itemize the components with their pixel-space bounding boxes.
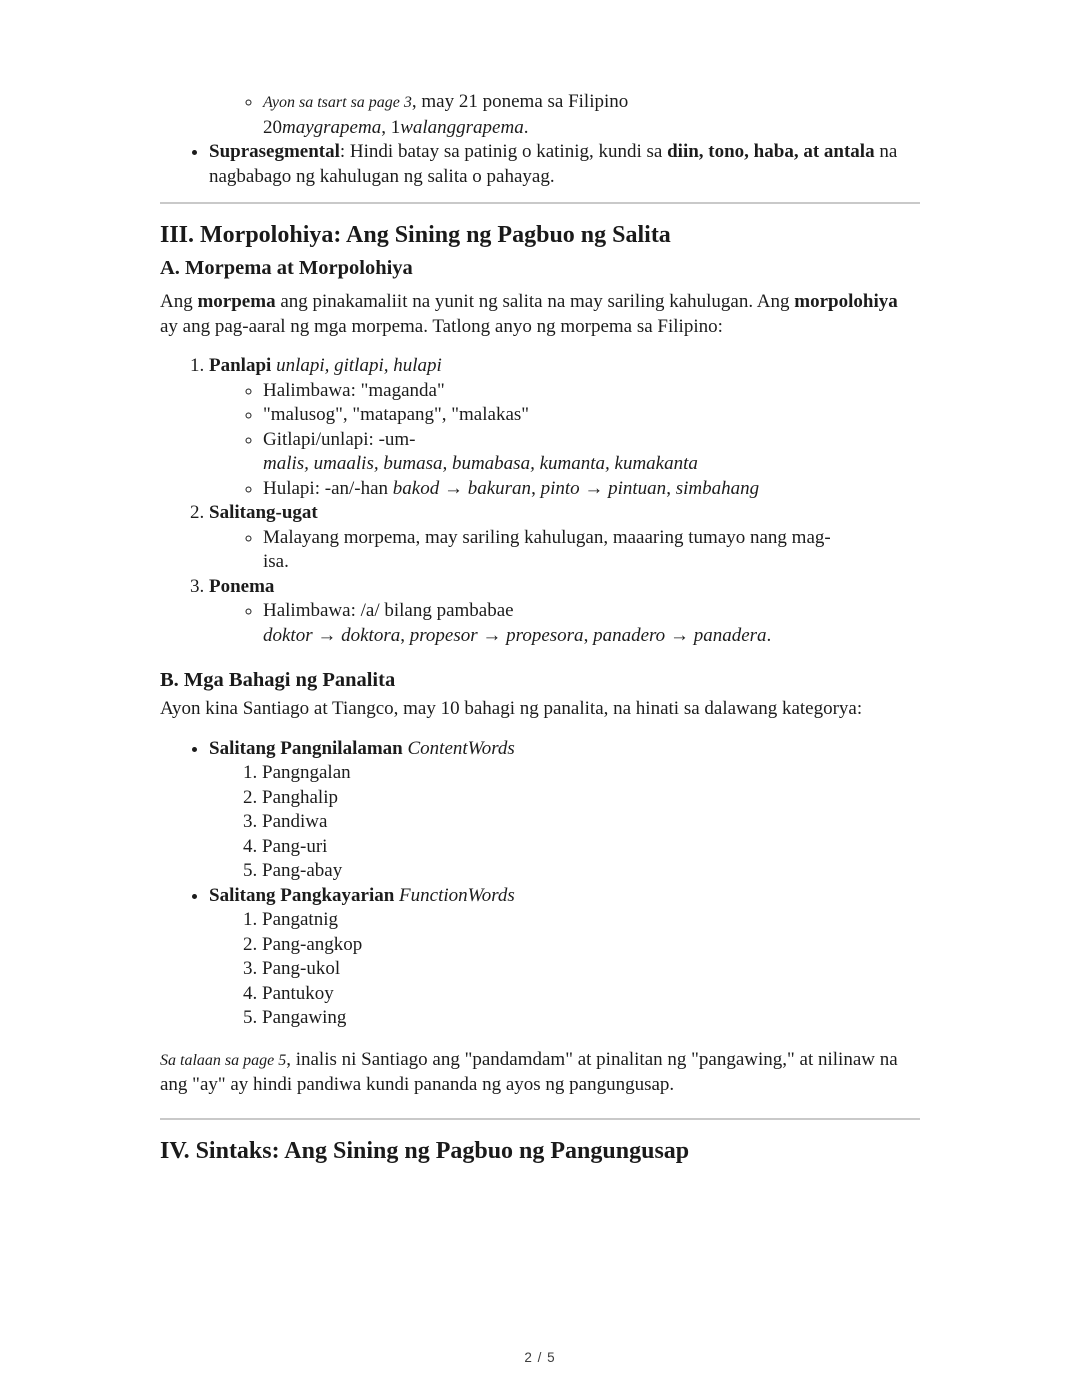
page-number-indicator: 2 / 5 [524,1350,556,1365]
ponema-example-line1: ◦ Halimbawa: /a/ bilang pambabae [263,600,514,621]
list-item-pang-abay: 5. Pang-abay [262,859,920,884]
list-item-unlapi-examples [263,403,920,428]
ponema-example-line2: doktor → doktora, propesor → propesora, panadero → panadera. [263,624,772,646]
heading-section-iv: IV. Sintaks: Ang Sining ng Pagbuo ng Pangungusap [160,1137,690,1164]
ponema-type-sublist [209,599,920,648]
list-item-pangatnig: 1. Pangatnig [262,908,920,933]
list-item-pandiwa: 3. Pandiwa [262,810,920,835]
suprasegmental-text: • Suprasegmental: Hindi batay sa patinig o katinig, kundi sa diin, tono, haba, at antala na nagbabago ng kahulugan ng salita o pahayag. [209,141,898,187]
gitlapi-line1: ◦ Gitlapi/unlapi: -um- [263,428,416,450]
panlapi-sublist [209,379,920,502]
ponema-type-label: 3. Ponema [209,575,275,597]
paragraph-panalita-intro: Ayon kina Santiago at Tiangco, may 10 bahagi ng panalita, na hinati sa dalawang kategorya: [160,698,863,719]
hulapi-text: ◦ Hulapi: -an/-han bakod → bakuran, pinto → pintuan, simbahang [263,477,760,499]
paragraph-morpema-intro: Ang morpema ang pinakamaliit na yunit ng salita na may sariling kahulugan. Ang morpolohiya ay ang pag-aaral ng mga morpema. Tatlong anyo ng morpema sa Filipino: [160,291,898,337]
gitlapi-line2: malis, umaalis, bumasa, bumabasa, kumanta, kumakanta [263,453,698,474]
section-divider [160,202,920,204]
list-item-pang-uri: 4. Pang-uri [262,835,920,860]
parts-of-speech-list [160,737,920,1031]
list-item-function-words [209,884,920,1031]
content-words-sublist [209,761,920,884]
salitang-ugat-desc-line1: ◦ Malayang morpema, may sariling kahulugan, maaaring tumayo nang mag- [263,526,831,548]
ponema-chart-line2: 20maygrapema, 1walanggrapema. [263,116,529,138]
suprasegmental-list [160,140,920,189]
list-item-ponema-type [209,575,920,649]
list-item-panlapi [209,354,920,501]
list-item-hulapi [263,477,920,502]
ponema-chart-line1: ◦ Ayon sa tsart sa page 3, may 21 ponema sa Filipino [263,91,629,112]
list-item-pangawing: 5. Pangawing [262,1006,920,1031]
list-item-halimbawa-maganda [263,379,920,404]
list-item-ponema-example [263,599,920,648]
salitang-ugat-sublist [209,526,920,575]
function-words-label: • Salitang Pangkayarian FunctionWords [209,884,515,906]
heading-sub-a: A. Morpema at Morpolohiya [160,257,413,279]
content-words-label: • Salitang Pangnilalaman ContentWords [209,737,515,759]
morpheme-types-list [160,354,920,648]
list-item-pang-angkop: 2. Pang-angkop [262,933,920,958]
list-item-content-words [209,737,920,884]
list-item-salitang-ugat [209,501,920,575]
list-item-gitlapi [263,428,920,477]
list-item-ponema-chart [263,90,920,140]
list-item-panghalip: 2. Panghalip [262,786,920,811]
list-item-pangngalan: 1. Pangngalan [262,761,920,786]
function-words-sublist [209,908,920,1031]
list-item-pantukoy: 4. Pantukoy [262,982,920,1007]
list-item-pang-ukol: 3. Pang-ukol [262,957,920,982]
section-divider [160,1118,920,1120]
heading-section-iii: III. Morpolohiya: Ang Sining ng Pagbuo ng Salita [160,222,671,248]
panlapi-label: 1. Panlapi unlapi, gitlapi, hulapi [209,355,442,376]
salitang-ugat-desc-line2: isa. [263,551,289,572]
list-item-suprasegmental [209,140,920,189]
ponema-sublist [160,90,920,140]
halimbawa-maganda-text: ◦ Halimbawa: "maganda" [263,379,445,401]
list-item-salitang-ugat-desc [263,526,920,575]
unlapi-examples-text: ◦ "malusog", "matapang", "malakas" [263,404,530,425]
salitang-ugat-label: 2. Salitang-ugat [209,502,318,523]
paragraph-santiago-note: Sa talaan sa page 5, inalis ni Santiago ang "pandamdam" at pinalitan ng "pangawing," at nilinaw na ang "ay" ay hindi pandiwa kundi pananda ng ayos ng pangungusap. [160,1048,898,1095]
heading-sub-b: B. Mga Bahagi ng Panalita [160,669,396,691]
document-content [160,0,920,1166]
